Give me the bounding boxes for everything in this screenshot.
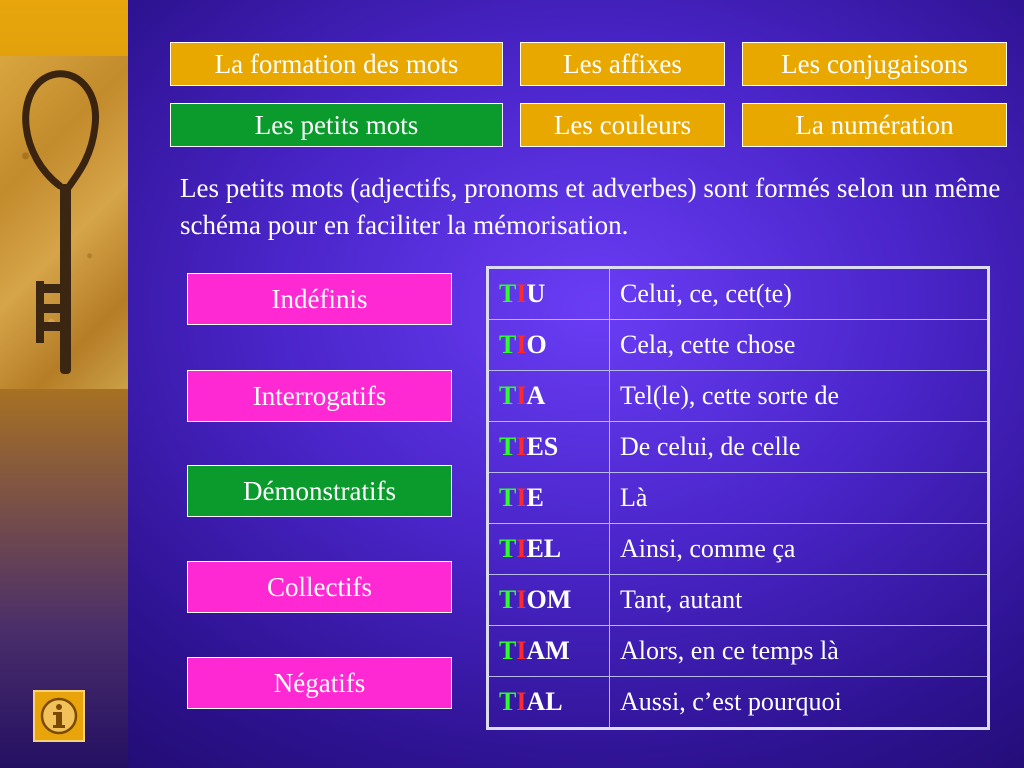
category-negatifs[interactable]: Négatifs [187, 657, 452, 709]
table-row [488, 422, 989, 473]
table-row [488, 524, 989, 575]
word-code: TIES [488, 422, 610, 473]
info-button[interactable] [33, 690, 85, 742]
word-meaning: Tant, autant [610, 575, 989, 626]
word-code: TIAL [488, 677, 610, 729]
word-code: TIA [488, 371, 610, 422]
word-meaning: Ainsi, comme ça [610, 524, 989, 575]
word-meaning: Tel(le), cette sorte de [610, 371, 989, 422]
table-row [488, 575, 989, 626]
word-meaning: Aussi, c’est pourquoi [610, 677, 989, 729]
table-row [488, 626, 989, 677]
nav-numeration[interactable]: La numération [742, 103, 1007, 147]
word-meaning: Alors, en ce temps là [610, 626, 989, 677]
nav-petits-mots[interactable]: Les petits mots [170, 103, 503, 147]
table-row [488, 473, 989, 524]
word-code: TIEL [488, 524, 610, 575]
table-row [488, 320, 989, 371]
word-code: TIE [488, 473, 610, 524]
category-collectifs[interactable]: Collectifs [187, 561, 452, 613]
old-key-icon [0, 56, 128, 389]
nav-formation-des-mots[interactable]: La formation des mots [170, 42, 503, 86]
word-code: TIOM [488, 575, 610, 626]
table-row [488, 268, 989, 320]
demonstratives-table [486, 266, 990, 730]
key-photo [0, 56, 128, 389]
word-code: TIO [488, 320, 610, 371]
nav-conjugaisons[interactable]: Les conjugaisons [742, 42, 1007, 86]
sidebar [0, 0, 128, 768]
word-meaning: De celui, de celle [610, 422, 989, 473]
nav-couleurs[interactable]: Les couleurs [520, 103, 725, 147]
nav-affixes[interactable]: Les affixes [520, 42, 725, 86]
category-demonstratifs[interactable]: Démonstratifs [187, 465, 452, 517]
category-indefinis[interactable]: Indéfinis [187, 273, 452, 325]
word-code: TIAM [488, 626, 610, 677]
word-code: TIU [488, 268, 610, 320]
word-meaning: Cela, cette chose [610, 320, 989, 371]
info-icon [39, 696, 79, 736]
table-row [488, 677, 989, 729]
table-row [488, 371, 989, 422]
category-interrogatifs[interactable]: Interrogatifs [187, 370, 452, 422]
word-meaning: Là [610, 473, 989, 524]
intro-text: Les petits mots (adjectifs, pronoms et adverbes) sont formés selon un même schéma pour en faciliter la mémorisation. [180, 173, 1001, 240]
word-meaning: Celui, ce, cet(te) [610, 268, 989, 320]
